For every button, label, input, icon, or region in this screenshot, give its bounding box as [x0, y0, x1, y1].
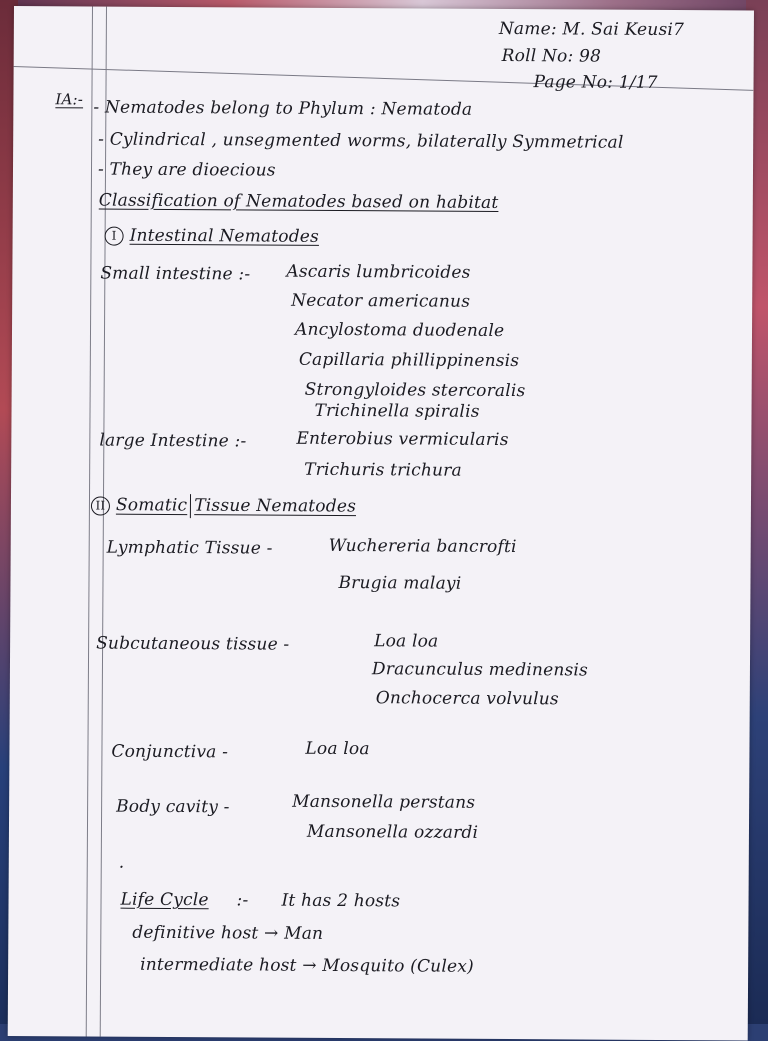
classification-heading: Classification of Nematodes based on habitat: [98, 190, 499, 213]
subcutaneous-item-3: Onchocerca volvulus: [375, 688, 559, 710]
intro-line-3: - They are dioecious: [97, 159, 276, 181]
body-cavity-label: Body cavity -: [116, 796, 230, 818]
subcutaneous-item-1: Loa loa: [374, 631, 439, 652]
small-intestine-item-5: Strongyloides stercoralis: [304, 379, 526, 402]
subcutaneous-label: Subcutaneous tissue -: [96, 633, 290, 655]
subcutaneous-item-2: Dracunculus medinensis: [371, 659, 589, 681]
margin-line-outer: [86, 6, 93, 1036]
small-intestine-item-2: Necator americanus: [291, 290, 471, 312]
small-intestine-label: Small intestine :-: [100, 263, 251, 285]
page-number: Page No: 1/17: [533, 72, 658, 93]
life-cycle-label: Life Cycle: [120, 889, 209, 911]
section-1-heading: [105, 226, 320, 247]
notebook-page: [8, 6, 754, 1041]
student-name: Name: M. Sai Keusi7: [498, 18, 685, 41]
roll-number: Roll No: 98: [501, 45, 602, 67]
intro-line-2: - Cylindrical , unsegmented worms, bilaterally Symmetrical: [98, 129, 624, 153]
intro-line-1: - Nematodes belong to Phylum : Nematoda: [93, 97, 473, 120]
intermediate-host: intermediate host → Mosquito (Culex): [140, 954, 474, 977]
small-intestine-item-3: Ancylostoma duodenale: [294, 319, 505, 342]
body-cavity-item-1: Mansonella perstans: [292, 791, 476, 813]
section-2-title-tissue: Tissue Nematodes: [194, 495, 357, 517]
conjunctiva-item-1: Loa loa: [305, 738, 370, 760]
section-1-numeral: I: [105, 227, 124, 246]
body-cavity-item-2: Mansonella ozzardi: [306, 821, 479, 843]
slash-divider: [190, 494, 191, 518]
section-2-numeral: II: [91, 496, 110, 515]
section-2-title-somatic: Somatic: [115, 495, 188, 516]
lymphatic-item-2: Brugia malayi: [338, 572, 462, 594]
section-2-heading: [91, 493, 356, 519]
small-intestine-item-6: Trichinella spiralis: [314, 400, 480, 422]
lymphatic-label: Lymphatic Tissue -: [106, 537, 273, 559]
life-cycle-text: It has 2 hosts: [281, 890, 401, 912]
section-1-title: Intestinal Nematodes: [129, 225, 320, 247]
large-intestine-label: large Intestine :-: [99, 430, 247, 452]
margin-label: IA:-: [55, 90, 84, 109]
stray-dot: .: [118, 852, 125, 873]
life-cycle-separator: :-: [236, 890, 249, 911]
lymphatic-item-1: Wuchereria bancrofti: [328, 535, 517, 558]
definitive-host: definitive host → Man: [132, 922, 324, 944]
small-intestine-item-4: Capillaria phillippinensis: [298, 349, 520, 372]
small-intestine-item-1: Ascaris lumbricoides: [286, 261, 471, 283]
large-intestine-item-1: Enterobius vermicularis: [296, 428, 509, 451]
conjunctiva-label: Conjunctiva -: [111, 741, 229, 763]
large-intestine-item-2: Trichuris trichura: [304, 459, 462, 481]
